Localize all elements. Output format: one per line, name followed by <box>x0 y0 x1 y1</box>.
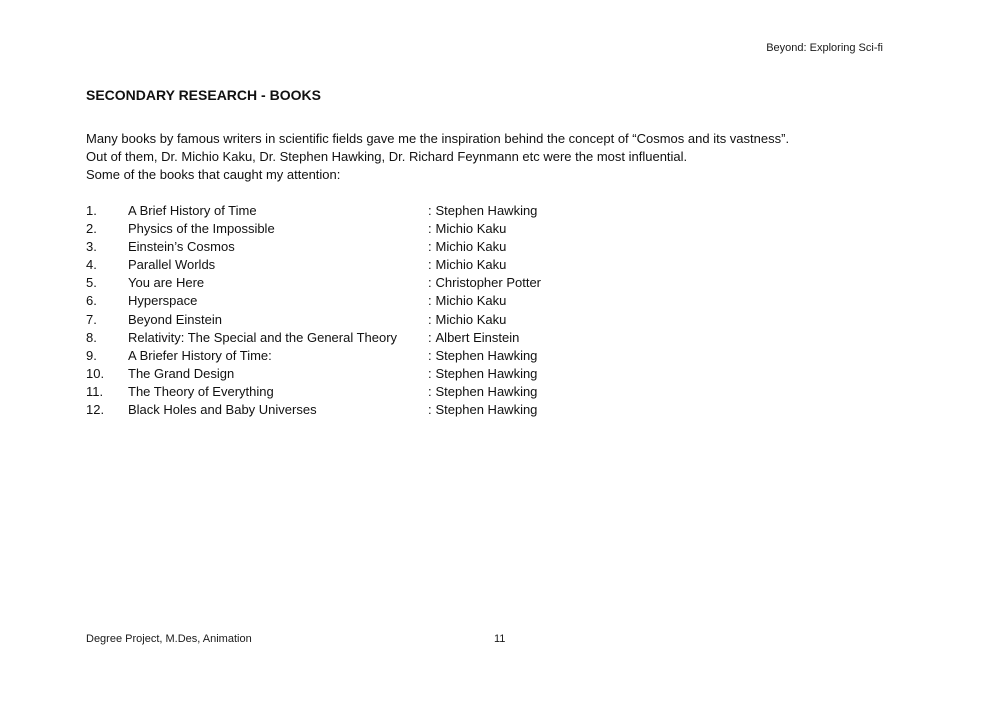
book-author <box>428 292 541 310</box>
book-title: Black Holes and Baby Universes <box>128 402 317 418</box>
author-name: Michio Kaku <box>435 311 507 327</box>
author-name: Stephen Hawking <box>435 203 538 218</box>
author-separator: : <box>428 383 432 399</box>
book-list-item <box>86 292 541 310</box>
intro-paragraph <box>86 130 789 184</box>
book-list-item <box>86 347 541 365</box>
item-number: 6. <box>86 293 97 309</box>
book-list-item <box>86 238 541 256</box>
book-title: Relativity: The Special and the General Theory <box>128 329 398 345</box>
book-author <box>428 202 541 220</box>
book-list-item <box>86 220 541 238</box>
book-title: Beyond Einstein <box>128 311 222 327</box>
item-number: 5. <box>86 275 97 291</box>
book-title: A Briefer History of Time: <box>128 347 272 363</box>
author-name: Stephen Hawking <box>435 402 538 418</box>
item-number: 1. <box>86 203 97 218</box>
intro-line: Out of them, Dr. Michio Kaku, Dr. Stephen Hawking, Dr. Richard Feynmann etc were the most influential. <box>86 149 688 164</box>
author-name: Stephen Hawking <box>435 347 538 363</box>
book-author <box>428 365 541 383</box>
author-name: Stephen Hawking <box>435 383 538 399</box>
book-author <box>428 220 541 238</box>
author-name: Michio Kaku <box>435 221 507 237</box>
book-title: Hyperspace <box>128 293 198 309</box>
book-author <box>428 329 541 347</box>
item-number: 3. <box>86 239 97 255</box>
intro-line: Some of the books that caught my attention: <box>86 167 341 182</box>
author-name: Michio Kaku <box>435 257 507 273</box>
book-title: Einstein’s Cosmos <box>128 239 235 255</box>
author-name: Christopher Potter <box>435 275 542 291</box>
author-name: Albert Einstein <box>435 329 520 345</box>
author-separator: : <box>428 239 432 255</box>
book-title: The Grand Design <box>128 365 235 381</box>
book-title: The Theory of Everything <box>128 383 274 399</box>
author-name: Stephen Hawking <box>435 365 538 381</box>
book-list-item <box>86 256 541 274</box>
author-separator: : <box>428 275 432 291</box>
author-separator: : <box>428 365 432 381</box>
author-separator: : <box>428 203 432 218</box>
book-author <box>428 256 541 274</box>
item-number: 12. <box>86 402 105 418</box>
author-name: Michio Kaku <box>435 239 507 255</box>
item-number: 4. <box>86 257 97 273</box>
book-author <box>428 347 541 365</box>
author-separator: : <box>428 221 432 237</box>
section-heading: SECONDARY RESEARCH - BOOKS <box>86 87 321 103</box>
intro-line: Many books by famous writers in scientific fields gave me the inspiration behind the concept of “Cosmos and its vastness”. <box>86 131 790 146</box>
book-author <box>428 238 541 256</box>
book-list-item <box>86 202 541 220</box>
book-author <box>428 383 541 401</box>
book-title: Parallel Worlds <box>128 257 216 273</box>
author-separator: : <box>428 347 432 363</box>
book-title: Physics of the Impossible <box>128 221 275 237</box>
book-title: A Brief History of Time <box>128 203 257 218</box>
page-number: 11 <box>494 633 506 645</box>
author-separator: : <box>428 402 432 418</box>
author-separator: : <box>428 311 432 327</box>
book-list-item <box>86 311 541 329</box>
author-name: Michio Kaku <box>435 293 507 309</box>
running-header: Beyond: Exploring Sci-fi <box>766 42 883 54</box>
book-list <box>86 202 541 419</box>
item-number: 8. <box>86 329 97 345</box>
book-list-item <box>86 383 541 401</box>
book-author <box>428 311 541 329</box>
book-list-item <box>86 401 541 419</box>
book-list-item <box>86 329 541 347</box>
book-list-item <box>86 365 541 383</box>
item-number: 10. <box>86 365 105 381</box>
author-separator: : <box>428 293 432 309</box>
footer-text: Degree Project, M.Des, Animation <box>86 633 252 645</box>
author-separator: : <box>428 329 432 345</box>
author-separator: : <box>428 257 432 273</box>
book-title: You are Here <box>128 275 205 291</box>
item-number: 7. <box>86 311 97 327</box>
item-number: 2. <box>86 221 97 237</box>
item-number: 11. <box>86 383 104 399</box>
book-author <box>428 401 541 419</box>
book-list-item <box>86 274 541 292</box>
item-number: 9. <box>86 347 97 363</box>
book-author <box>428 274 541 292</box>
